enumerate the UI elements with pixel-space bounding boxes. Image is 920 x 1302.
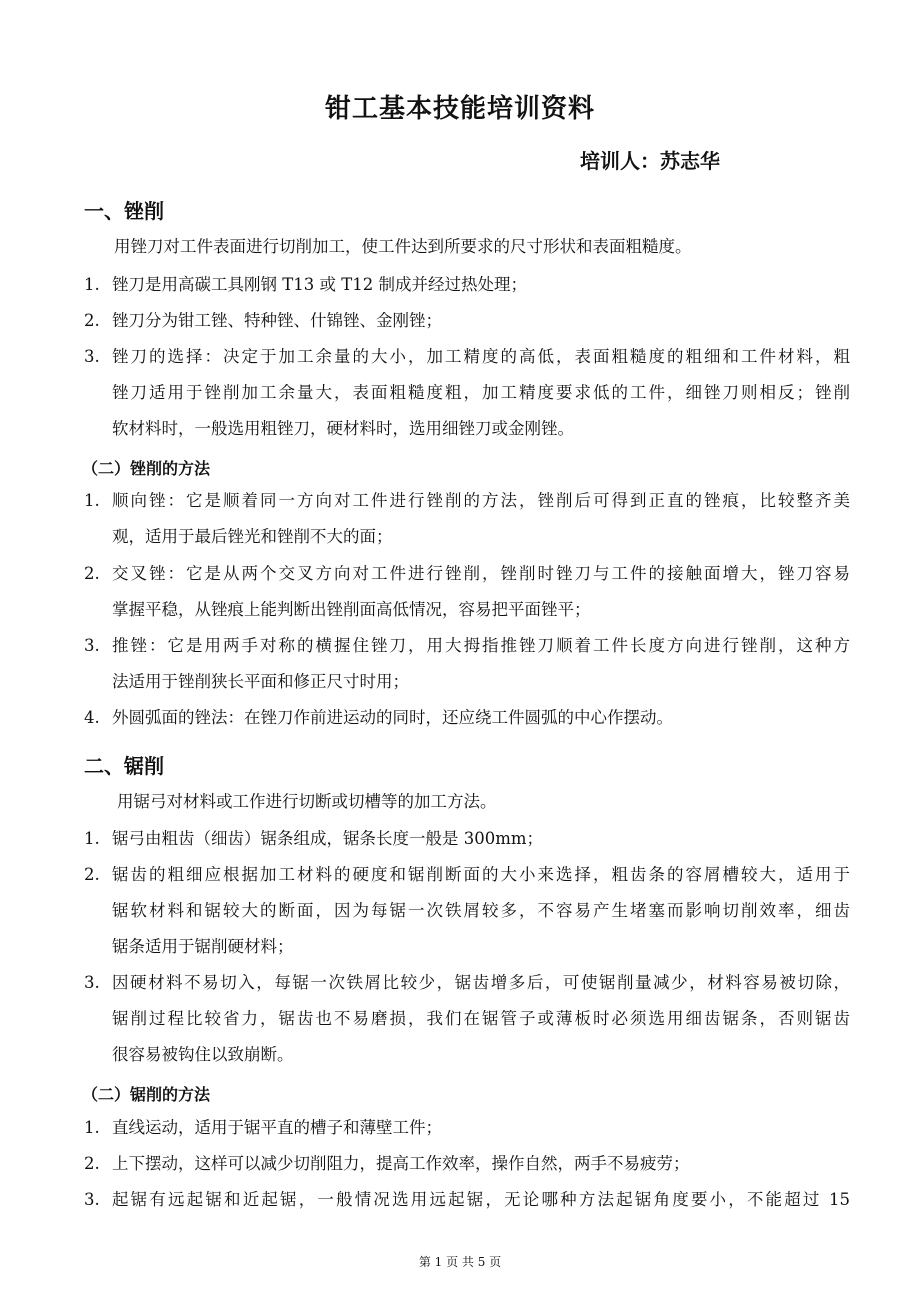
document-title: 钳工基本技能培训资料: [324, 94, 595, 124]
section-heading-sawing: 二、锯削: [84, 754, 164, 778]
document-page: 钳工基本技能培训资料 培训人：苏志华 一、锉削 用锉刀对工件表面进行切削加工，使工件达到所要求的尺寸形状和表面粗糙度。 1. 锉刀是用高碳工具刚钢 T13 或 T12 制成并经过热处理； 2. 锉刀分为钳工锉、特种锉、什锦锉、金刚锉； 3. 锉刀的选择：决定于加工余量的大小，加工精度的高低，表面粗糙度的粗细和工件材料，粗 锉刀适用于锉削加工余量大，表面粗糙度粗，加工精度要求低的工件，细锉刀则相反；锉削 软材料时，一般选用粗锉刀，硬材料时，选用细锉刀或金刚锉。 （二）锉削的方法 1. 顺向锉：它是顺着同一方向对工件进行锉削的方法，锉削后可得到正直的锉痕，比较整齐美 观，适用于最后锉光和锉削不大的面； 2. 交叉锉：它是从两个交叉方向对工件进行锉削，锉削时锉刀与工件的接触面增大，锉刀容易 掌握平稳，从锉痕上能判断出锉削面高低情况，容易把平面锉平； 3. 推锉：它是用两手对称的横握住锉刀，用大拇指推锉刀顺着工件长度方向进行锉削，这种方 法适用于锉削狭长平面和修正尺寸时用； 4. 外圆弧面的锉法：在锉刀作前进运动的同时，还应绕工件圆弧的中心作摆动。 二、锯削 用锯弓对材料或工作进行切断或切槽等的加工方法。 1. 锯弓由粗齿（细齿）锯条组成，锯条长度一般是 300mm； 2. 锯齿的粗细应根据加工材料的硬度和锯削断面的大小来选择，粗齿条的容屑槽较大，适用于 锯软材料和锯较大的断面，因为每锯一次铁屑较多，不容易产生堵塞而影响切削效率，细齿 锯条适用于锯削硬材料； 3. 因硬材料不易切入，每锯一次铁屑比较少，锯齿增多后，可使锯削量减少，材料容易被切除， 锯削过程比较省力，锯齿也不易磨损，我们在锯管子或薄板时必须选用细齿锯条，否则锯齿 很容易被钩住以致崩断。 （二）锯削的方法 1. 直线运动，适用于锯平直的槽子和薄壁工件； 2. 上下摆动，这样可以减少切削阻力，提高工作效率，操作自然，两手不易疲劳； 3. 起锯有远起锯和近起锯，一般情况选用远起锯，无论哪种方法起锯角度要小，不能超过 15 第 1 页 共 5 页: [0, 0, 920, 1302]
page-footer: 第 1 页 共 5 页: [418, 1255, 502, 1269]
section-heading-filing: 一、锉削: [84, 199, 164, 223]
subsection-heading-filing-methods: （二）锉削的方法: [82, 459, 211, 478]
section-intro-sawing: 用锯弓对材料或工作进行切断或切槽等的加工方法。: [117, 792, 497, 811]
subsection-heading-sawing-methods: （二）锯削的方法: [82, 1085, 211, 1104]
trainer-name: 培训人：苏志华: [580, 149, 720, 173]
section-intro-filing: 用锉刀对工件表面进行切削加工，使工件达到所要求的尺寸形状和表面粗糙度。: [114, 237, 692, 256]
